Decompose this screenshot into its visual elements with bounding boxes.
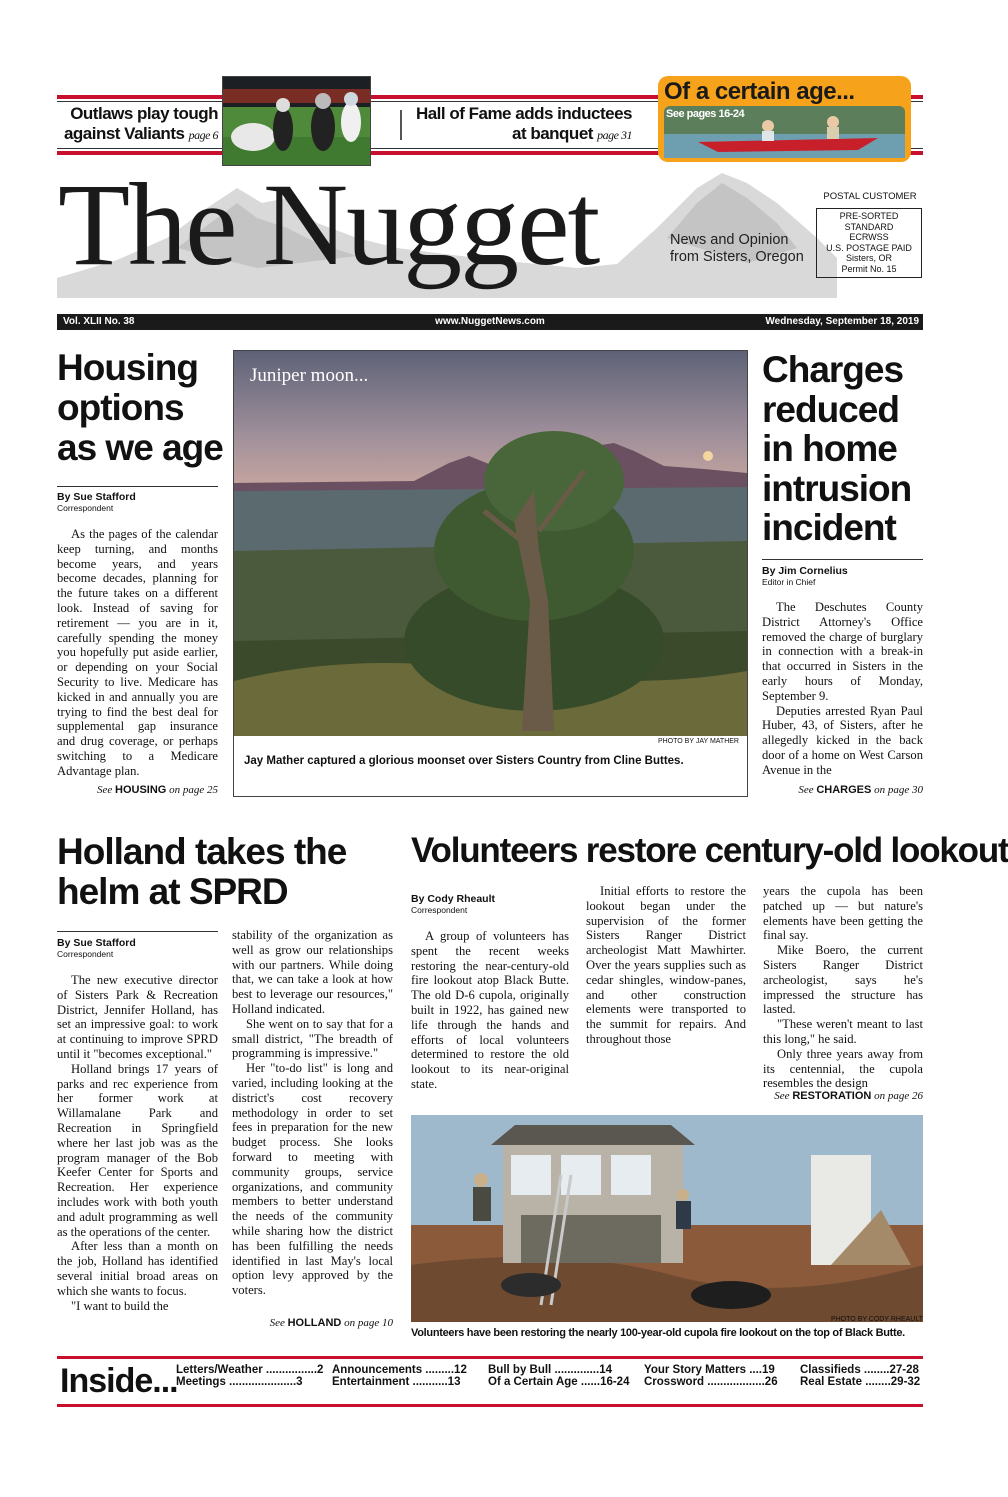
teaser-outlaws-line2: against Valiants bbox=[63, 124, 185, 143]
football-photo-art bbox=[223, 77, 370, 165]
charges-byline bbox=[762, 565, 848, 587]
inside-index-table bbox=[176, 1364, 926, 1388]
postal-line: PRE-SORTED STANDARD bbox=[839, 211, 899, 232]
teaser-outlaws-page: page 6 bbox=[188, 128, 218, 142]
postal-line: Sisters, OR bbox=[845, 253, 892, 264]
lookout-author: By Cody Rheault bbox=[411, 893, 496, 905]
inside-top-rule bbox=[57, 1356, 923, 1359]
holland-paragraph: Her "to-do list" is long and varied, including looking at the district's cost recovery methodology in order to set fees in preparation for the new budget process. She looks forward to meeting with community groups, service organizations, and community members to better understand the needs of the community while sharing how the district has been fulfilling the needs identified in last May's local option levy approved by the voters. bbox=[232, 1061, 393, 1298]
holland-paragraph: stability of the organization as well as grow our relationships with our partners. While doing that, we can take a look at how best to leverage our resources," Holland indicated. bbox=[232, 928, 393, 1016]
teaser-divider bbox=[400, 110, 402, 140]
lookout-col2 bbox=[586, 884, 746, 1110]
lookout-paragraph: "These weren't meant to last this long," he said. bbox=[763, 1017, 923, 1046]
holland-paragraph: Holland brings 17 years of parks and rec experience from her former work at Willamalane Park and Recreation in Springfield where her last job was as the program manager of the Bob Keefer Center for Sports and Recreation. Her experience includes work with both youth and adult programming as well as the operations of the center. bbox=[57, 1061, 218, 1239]
housing-headline bbox=[57, 348, 223, 468]
holland-author: By Sue Stafford bbox=[57, 937, 136, 949]
jump-key: CHARGES bbox=[816, 784, 872, 796]
jump-see: See bbox=[269, 1317, 285, 1329]
holland-paragraph: "I want to build the bbox=[71, 1298, 169, 1313]
index-entry[interactable]: Entertainment ...........13 bbox=[332, 1376, 461, 1388]
housing-jump[interactable] bbox=[57, 784, 218, 796]
index-label: Crossword bbox=[644, 1376, 705, 1388]
index-entry[interactable]: Announcements .........12 bbox=[332, 1364, 467, 1376]
index-entry[interactable]: Letters/Weather ................2 bbox=[176, 1364, 324, 1376]
teaser-outlaws[interactable] bbox=[58, 104, 218, 145]
jump-page: on page 10 bbox=[344, 1317, 393, 1329]
index-entry[interactable]: Bull by Bull ..............14 bbox=[488, 1364, 612, 1376]
charges-headline-line: in home bbox=[762, 428, 897, 469]
jump-key: HOUSING bbox=[115, 784, 167, 796]
jump-key: RESTORATION bbox=[792, 1090, 872, 1102]
lookout-headline: Volunteers restore century-old lookout bbox=[411, 831, 1008, 870]
index-page: 27-28 bbox=[889, 1364, 919, 1376]
index-page: 12 bbox=[454, 1364, 467, 1376]
jump-key: HOLLAND bbox=[287, 1317, 342, 1329]
jump-page: on page 26 bbox=[874, 1090, 923, 1102]
jump-see: See bbox=[774, 1090, 790, 1102]
index-label: Announcements bbox=[332, 1364, 423, 1376]
holland-headline-line: helm at SPRD bbox=[57, 871, 288, 912]
housing-byline bbox=[57, 491, 136, 513]
lookout-photo-credit: PHOTO BY CODY RHEAULT bbox=[830, 1316, 923, 1323]
holland-paragraph: After less than a month on the job, Holland has identified several initial broad areas on which she wants to focus. bbox=[57, 1239, 218, 1298]
index-label: Entertainment bbox=[332, 1376, 410, 1388]
postal-line: ECRWSS bbox=[849, 232, 889, 243]
lookout-col1 bbox=[411, 929, 569, 1109]
holland-headline bbox=[57, 832, 346, 912]
lookout-jump[interactable] bbox=[763, 1090, 923, 1102]
postal-customer-label: POSTAL CUSTOMER bbox=[823, 191, 917, 202]
lookout-col3 bbox=[763, 884, 923, 1091]
housing-paragraph: As the pages of the calendar keep turning, and months become years, and years become decades, planning for the future takes on a different look. Instead of saving for retirement — you are in it, carefully spending the money you hopefully put aside earlier, or depending on your Social Security to live. Medicare has kicked in and annually you are trying to find the best deal for supplemental gap insurance and drug coverage, or perhaps switching to a Medicare Advantage plan. bbox=[57, 527, 218, 778]
photo-label: Juniper moon... bbox=[250, 365, 369, 386]
index-page: 29-32 bbox=[890, 1376, 921, 1388]
main-photo-credit: PHOTO BY JAY MATHER bbox=[657, 738, 739, 745]
charges-headline bbox=[762, 350, 911, 548]
holland-byline bbox=[57, 937, 136, 959]
housing-body bbox=[57, 527, 218, 779]
holland-headline-line: Holland takes the bbox=[57, 831, 347, 872]
index-entry[interactable]: Meetings .....................3 bbox=[176, 1376, 303, 1388]
tagline-line1: News and Opinion bbox=[670, 232, 789, 248]
index-entry[interactable]: Your Story Matters ....19 bbox=[644, 1364, 775, 1376]
charges-author: By Jim Cornelius bbox=[762, 565, 848, 577]
index-label: Bull by Bull bbox=[488, 1364, 552, 1376]
index-label: Letters/Weather bbox=[176, 1364, 263, 1376]
index-page: 2 bbox=[317, 1364, 324, 1376]
lookout-paragraph: years the cupola has been patched up — but nature's elements have been getting the final say. bbox=[763, 884, 923, 943]
index-page: 19 bbox=[762, 1364, 775, 1376]
index-entry[interactable]: Real Estate ........29-32 bbox=[800, 1376, 921, 1388]
lookout-paragraph: Mike Boero, the current Sisters Ranger District archeologist, says he's impressed the structure has lasted. bbox=[763, 943, 923, 1017]
index-page: 16-24 bbox=[600, 1376, 630, 1388]
lookout-photo-caption: Volunteers have been restoring the nearly 100-year-old cupola fire lookout on the top of Black Butte. bbox=[411, 1327, 905, 1339]
postal-permit-box bbox=[816, 208, 922, 278]
juniper-moon-photo bbox=[234, 351, 747, 736]
holland-paragraph: She went on to say that for a small district, "The breadth of programming is impressive." bbox=[232, 1016, 393, 1061]
housing-headline-line: Housing bbox=[57, 347, 198, 388]
index-label: Of a Certain Age bbox=[488, 1376, 578, 1388]
dateline-bar bbox=[57, 314, 923, 330]
index-entry[interactable]: Crossword ..................26 bbox=[644, 1376, 778, 1388]
holland-role: Correspondent bbox=[57, 949, 114, 959]
charges-role: Editor in Chief bbox=[762, 577, 816, 587]
index-label: Your Story Matters bbox=[644, 1364, 747, 1376]
teaser-certain-age-sub: See pages 16-24 bbox=[666, 108, 745, 120]
main-photo-caption: Jay Mather captured a glorious moonset over Sisters Country from Cline Buttes. bbox=[244, 755, 684, 767]
issue-date: Wednesday, September 18, 2019 bbox=[765, 316, 919, 327]
jump-see: See bbox=[97, 784, 113, 796]
charges-headline-line: intrusion bbox=[762, 467, 912, 509]
charges-rule bbox=[762, 559, 923, 560]
masthead-title: The Nugget bbox=[58, 159, 599, 290]
teaser-hof-line2: at banquet bbox=[511, 124, 593, 143]
masthead-tagline bbox=[670, 232, 804, 266]
holland-col1 bbox=[57, 973, 218, 1313]
charges-paragraph: The Deschutes County District Attorney's Office removed the charge of burglary in connection with a break-in that occurred in Sisters in the early hours of Monday, September 9. bbox=[762, 600, 923, 703]
volume-number: Vol. XLII No. 38 bbox=[63, 316, 135, 327]
teaser-hall-of-fame[interactable] bbox=[410, 104, 632, 145]
charges-headline-line: reduced bbox=[762, 388, 899, 430]
lookout-photo bbox=[411, 1115, 923, 1322]
teaser-hof-page: page 31 bbox=[597, 128, 632, 142]
housing-author: By Sue Stafford bbox=[57, 491, 136, 503]
index-row bbox=[176, 1364, 926, 1376]
housing-headline-line: as we age bbox=[57, 427, 223, 468]
tagline-line2: from Sisters, Oregon bbox=[670, 249, 804, 265]
index-page: 3 bbox=[296, 1376, 303, 1388]
holland-paragraph: The new executive director of Sisters Park & Recreation District, Jennifer Holland, has set an impressive goal: to work at continuing to improve SPRD until it "becomes exceptional." bbox=[57, 973, 218, 1061]
index-page: 13 bbox=[447, 1376, 461, 1388]
football-photo bbox=[222, 76, 371, 166]
postal-line: U.S. POSTAGE PAID bbox=[826, 242, 912, 253]
index-page: 14 bbox=[599, 1364, 612, 1376]
inside-bottom-rule bbox=[57, 1404, 923, 1407]
teaser-hof-line1: Hall of Fame adds inductees bbox=[415, 104, 632, 123]
index-label: Real Estate bbox=[800, 1376, 863, 1388]
website-url[interactable]: www.NuggetNews.com bbox=[435, 316, 545, 327]
charges-paragraph: Deputies arrested Ryan Paul Huber, 43, of Sisters, after he allegedly kicked in the back door of a home on West Carson Avenue in the bbox=[762, 703, 923, 777]
housing-rule bbox=[57, 486, 218, 487]
charges-headline-line: incident bbox=[762, 507, 896, 548]
lookout-paragraph: Only three years away from its centennial, the cupola resembles the design bbox=[763, 1046, 923, 1091]
lookout-paragraph: Initial efforts to restore the lookout began under the supervision of the former Sisters Ranger District archeologist Matt Mawhirter. Over the years supplies such as cedar shingles, window-panes, and other construction elements were transported to the summit for repairs. And throughout those bbox=[586, 884, 746, 1046]
lookout-byline bbox=[411, 893, 495, 915]
charges-headline-line: Charges bbox=[762, 349, 904, 390]
holland-jump[interactable] bbox=[232, 1317, 393, 1329]
housing-role: Correspondent bbox=[57, 503, 114, 513]
index-entry[interactable]: Classifieds ........27-28 bbox=[800, 1364, 919, 1376]
jump-page: on page 25 bbox=[169, 784, 218, 796]
housing-headline-line: options bbox=[57, 387, 184, 428]
jump-see: See bbox=[798, 784, 814, 796]
charges-jump[interactable] bbox=[762, 784, 923, 796]
index-page: 26 bbox=[764, 1376, 778, 1388]
inside-label: Inside... bbox=[60, 1362, 178, 1400]
teaser-certain-age[interactable] bbox=[658, 76, 911, 162]
holland-col2 bbox=[232, 928, 393, 1298]
main-photo-box bbox=[233, 350, 748, 797]
index-entry[interactable]: Of a Certain Age ......16-24 bbox=[488, 1376, 630, 1388]
teaser-certain-age-title: Of a certain age... bbox=[664, 78, 855, 105]
index-row bbox=[176, 1376, 926, 1388]
jump-page: on page 30 bbox=[874, 784, 923, 796]
index-label: Classifieds bbox=[800, 1364, 861, 1376]
lookout-paragraph: A group of volunteers has spent the recent weeks restoring the near-century-old fire lookout atop Black Butte. The old D-6 cupola, originally built in 1922, has gained new life through the hands and efforts of local volunteers determined to restore the old lookout to its near-original state. bbox=[411, 929, 569, 1091]
charges-body bbox=[762, 600, 923, 778]
lookout-photo-art bbox=[411, 1115, 923, 1322]
postal-line: Permit No. 15 bbox=[841, 263, 897, 274]
holland-rule bbox=[57, 931, 218, 932]
teaser-outlaws-line1: Outlaws play tough bbox=[70, 104, 218, 123]
lookout-role: Correspondent bbox=[411, 905, 468, 915]
index-label: Meetings bbox=[176, 1376, 226, 1388]
